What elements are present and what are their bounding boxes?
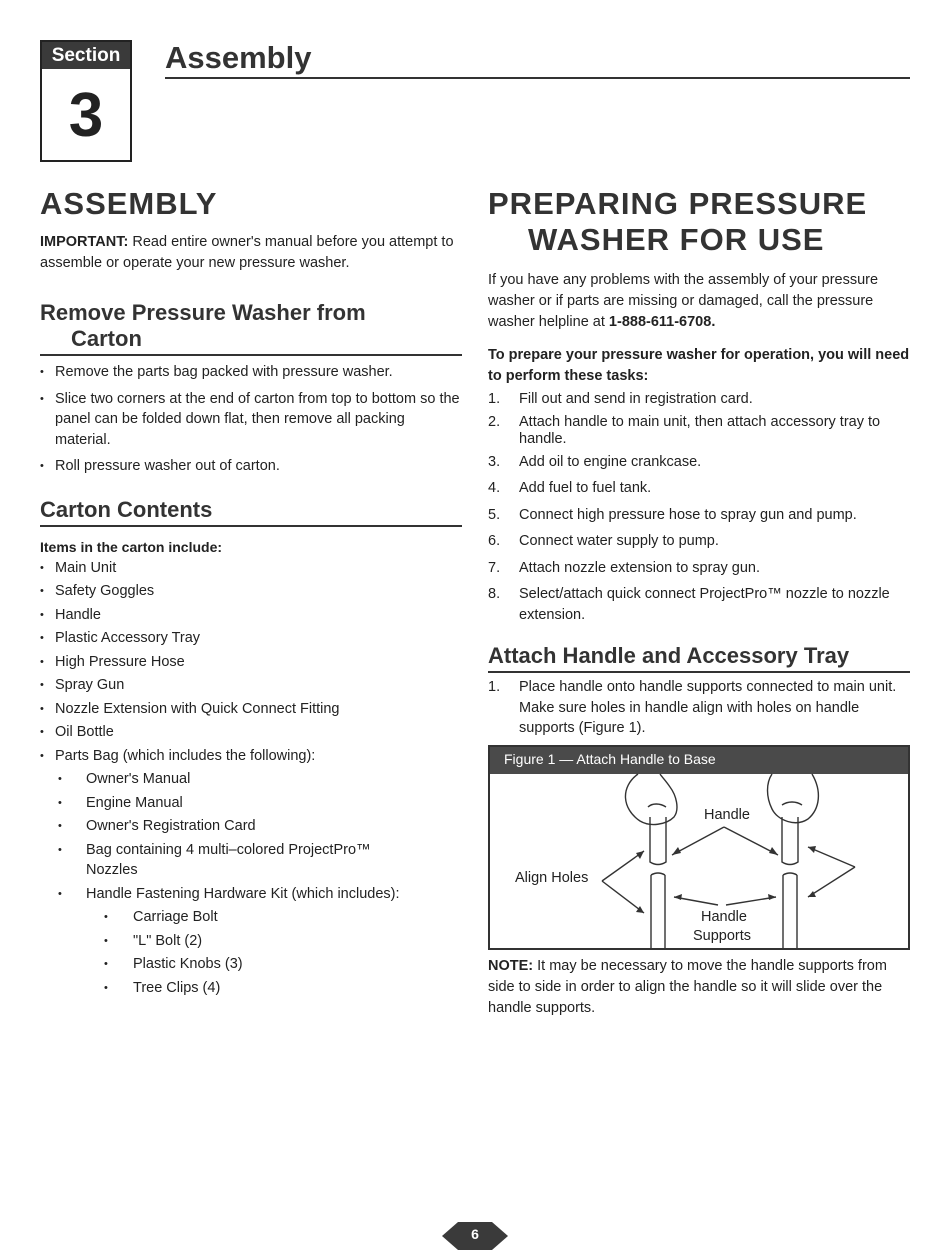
list-item: • Bag containing 4 multi–colored ProjectPro™ Nozzles (40, 840, 462, 881)
remove-heading-line2: Carton (71, 326, 142, 351)
important-paragraph (40, 232, 462, 274)
preparing-heading-line2: WASHER FOR USE (528, 222, 825, 257)
list-item: • Owner's Registration Card (40, 816, 462, 837)
note-label: NOTE: (488, 957, 534, 974)
right-column (488, 186, 910, 1019)
step-text: Connect water supply to pump. (519, 533, 719, 549)
left-column (40, 186, 462, 998)
remove-heading-line1: Remove Pressure Washer from (40, 300, 366, 325)
step-number: 6. (488, 533, 501, 549)
list-item: • Engine Manual (40, 793, 462, 814)
list-item: • High Pressure Hose (40, 652, 462, 673)
contents-intro: Items in the carton include: (40, 538, 223, 555)
list-item: • Handle Fastening Hardware Kit (which includes): (40, 884, 462, 905)
step-number: 3. (488, 453, 501, 470)
list-item: • Main Unit (40, 558, 462, 579)
remove-steps-list (40, 362, 462, 477)
step-number: 1. (488, 391, 501, 407)
label-handle-supports-2: Supports (693, 927, 752, 944)
list-item (488, 531, 910, 552)
list-item: • Spray Gun (40, 675, 462, 696)
attach-handle-heading: Attach Handle and Accessory Tray (488, 643, 910, 673)
handle-diagram (490, 747, 908, 948)
step-text: Select/attach quick connect ProjectPro™ nozzle to nozzle extension. (519, 586, 890, 623)
figure-caption-bar (490, 747, 908, 774)
list-item (488, 478, 910, 499)
step-text: Add oil to engine crankcase. (519, 453, 702, 470)
contents-list (40, 558, 462, 767)
list-item: • Carriage Bolt (40, 907, 462, 928)
list-item: • Plastic Knobs (3) (40, 954, 462, 975)
list-item (488, 414, 910, 448)
list-item (488, 505, 910, 526)
page-title: Assembly (165, 40, 312, 75)
remove-carton-heading (40, 300, 462, 356)
list-item: • Safety Goggles (40, 581, 462, 602)
helpline-number: 1-888-611-6708. (608, 314, 716, 330)
list-item: • Parts Bag (which includes the following): (40, 746, 462, 767)
step-number: 5. (488, 506, 501, 523)
step-text: Connect high pressure hose to spray gun and pump. (519, 506, 857, 523)
list-item: • Nozzle Extension with Quick Connect Fitting (40, 699, 462, 720)
list-item (488, 558, 910, 579)
step-number: 1. (488, 679, 501, 695)
list-item: • Tree Clips (4) (40, 978, 462, 999)
step-text: Fill out and send in registration card. (519, 391, 753, 407)
list-item: • Roll pressure washer out of carton. (40, 456, 462, 477)
list-item (488, 677, 910, 739)
header-divider (165, 77, 910, 79)
step-number: 8. (488, 586, 501, 602)
step-number: 2. (488, 413, 501, 430)
list-item: • Remove the parts bag packed with pressure washer. (40, 362, 462, 383)
list-item (488, 452, 910, 473)
step-text: Attach handle to main unit, then attach accessory tray to handle. (519, 413, 881, 447)
step-text: Attach nozzle extension to spray gun. (519, 559, 761, 576)
label-align-holes: Align Holes (515, 869, 589, 886)
list-item: • Plastic Accessory Tray (40, 628, 462, 649)
tasks-intro: To prepare your pressure washer for operation, you will need to perform these tasks: (488, 347, 910, 384)
list-item (488, 584, 910, 625)
list-item: • Oil Bottle (40, 722, 462, 743)
note-text: It may be necessary to move the handle supports from side to side in order to align the handle so it will slide over the handle supports. (488, 957, 887, 1016)
section-label: Section (42, 42, 130, 69)
parts-bag-list (40, 769, 462, 904)
attach-steps-list (488, 677, 910, 739)
important-text: Read entire owner's manual before you attempt to assemble or operate your new pressure washer. (40, 234, 454, 271)
label-handle: Handle (704, 806, 750, 823)
preparing-heading-line1: PREPARING PRESSURE (488, 186, 868, 221)
hardware-kit-list (40, 907, 462, 998)
label-handle-supports-1: Handle (701, 908, 747, 925)
intro-text: If you have any problems with the assembly of your pressure washer or if parts are missing or damaged, call the pressure washer helpline at (488, 272, 879, 330)
step-number: 7. (488, 559, 501, 576)
list-item: • Owner's Manual (40, 769, 462, 790)
step-text: Place handle onto handle supports connected to main unit. Make sure holes in handle align with holes on handle supports (Figure 1). (519, 679, 897, 736)
assembly-heading: ASSEMBLY (40, 186, 218, 221)
note-paragraph (488, 956, 910, 1019)
list-item (488, 389, 910, 410)
preparing-heading (488, 186, 910, 258)
carton-contents-heading: Carton Contents (40, 497, 462, 527)
list-item: • Slice two corners at the end of carton from top to bottom so the panel can be folded down flat, then remove all packing material. (40, 389, 462, 451)
list-item: • Handle (40, 605, 462, 626)
important-label: IMPORTANT: (40, 234, 129, 250)
step-text: Add fuel to fuel tank. (519, 480, 652, 496)
figure-attach-handle (488, 745, 910, 950)
tasks-list (488, 389, 910, 625)
step-number: 4. (488, 480, 501, 496)
page-number: 6 (471, 1226, 479, 1242)
figure-caption: Figure 1 — Attach Handle to Base (504, 750, 716, 767)
section-number: 3 (68, 81, 104, 150)
list-item: • "L" Bolt (2) (40, 931, 462, 952)
section-badge (40, 40, 132, 162)
helpline-paragraph (488, 270, 910, 333)
